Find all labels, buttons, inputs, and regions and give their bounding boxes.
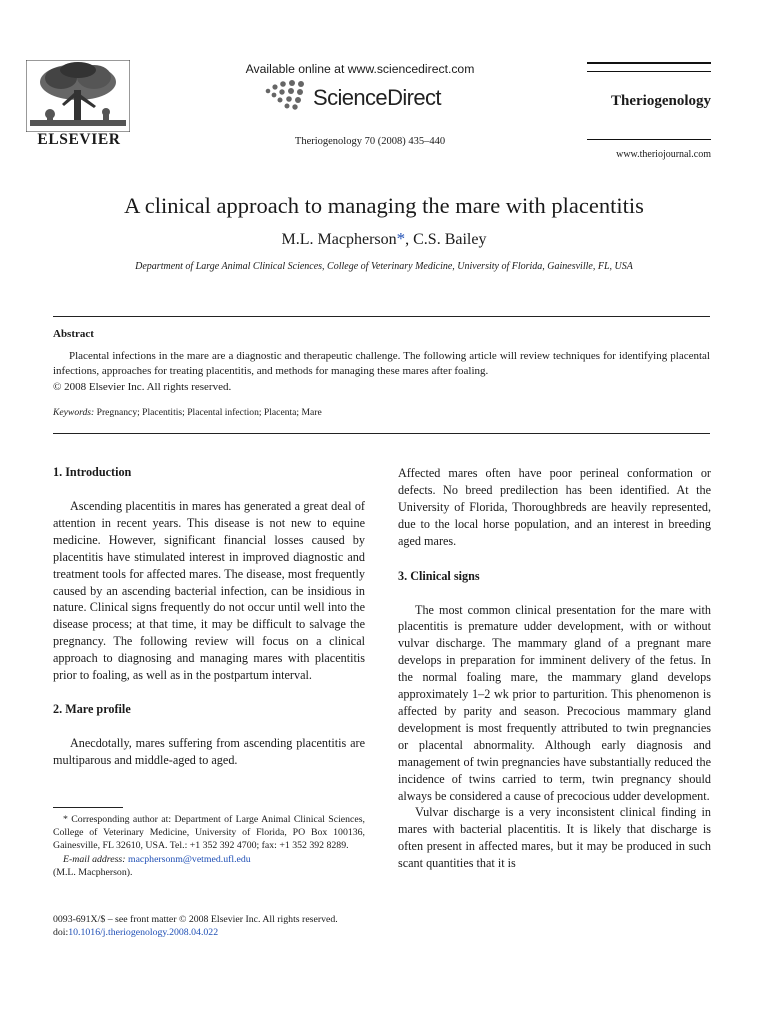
author-macpherson: M.L. Macpherson bbox=[281, 231, 397, 248]
abstract-bottom-rule bbox=[53, 433, 710, 434]
header-rule-thick bbox=[587, 62, 711, 64]
issn-line: 0093-691X/$ – see front matter © 2008 Elsevier Inc. All rights reserved. bbox=[53, 914, 338, 925]
publisher-name: ELSEVIER bbox=[37, 131, 121, 148]
clinical-signs-paragraph-2: Vulvar discharge is a very inconsistent clinical finding in mares with bacterial placentitis. It is likely that discharge is often present in affected mares, but it may be produced in such scant quantities that it is bbox=[398, 805, 711, 871]
journal-name: Theriogenology bbox=[611, 93, 711, 109]
author-separator: , bbox=[405, 231, 414, 248]
doi-line bbox=[53, 926, 453, 939]
front-matter bbox=[53, 913, 453, 939]
doi-link[interactable]: 10.1016/j.theriogenology.2008.04.022 bbox=[68, 927, 219, 939]
mare-profile-paragraph: Anecdotally, mares suffering from ascending placentitis are multiparous and middle-aged to aged. bbox=[53, 735, 365, 767]
keywords-line bbox=[53, 407, 322, 418]
corresponding-author-mark[interactable]: * bbox=[396, 229, 406, 248]
abstract-heading: Abstract bbox=[53, 328, 94, 340]
clinical-signs-heading: 3. Clinical signs bbox=[398, 568, 480, 583]
introduction-paragraph: Ascending placentitis in mares has generated a great deal of attention in recent years. This disease is not new to equine medicine. However, significant financial losses caused by placentitis have stimulated interest in improved diagnostic and treatment tools for affected mares. The disease, most frequently caused by an ascending bacterial infection, can be insidious in nature. Clinical signs frequently do not occur until well into the disease process; at that time, it may be difficult to salvage the pregnancy. The following review will focus on a clinical approach to diagnosing and managing mares with placentitis prior to foaling, as well as in the postpartum interval. bbox=[53, 499, 365, 683]
mare-profile-continued: Affected mares often have poor perineal conformation or defects. No breed predilection has been identified. At the University of Florida, Thoroughbreds are heavily represented, due to the local horse population, and an interest in breeding aged mares. bbox=[398, 466, 711, 548]
author-affiliation: Department of Large Animal Clinical Sciences, College of Veterinary Medicine, University of Florida, Gainesville, FL, USA bbox=[135, 261, 633, 272]
mare-profile-heading: 2. Mare profile bbox=[53, 701, 131, 716]
right-column bbox=[398, 465, 711, 872]
abstract-text: Placental infections in the mare are a diagnostic and therapeutic challenge. The following article will review techniques for identifying placental infections, approaches for treating placentitis, and methods for managing these mares after foaling. bbox=[53, 350, 710, 377]
footnote bbox=[53, 813, 365, 879]
journal-website-link[interactable]: www.theriojournal.com bbox=[616, 149, 711, 160]
article-title: A clinical approach to managing the mare with placentitis bbox=[124, 193, 644, 218]
author-bailey: C.S. Bailey bbox=[413, 231, 487, 248]
sciencedirect-wordmark: ScienceDirect bbox=[313, 85, 441, 110]
abstract-top-rule bbox=[53, 316, 710, 317]
keywords-list: Pregnancy; Placentitis; Placental infection; Placenta; Mare bbox=[94, 407, 322, 418]
author-list bbox=[40, 229, 728, 249]
introduction-heading: 1. Introduction bbox=[53, 465, 132, 479]
available-online-text: Available online at www.sciencedirect.com bbox=[245, 62, 475, 76]
email-link[interactable]: macphersonm@vetmed.ufl.edu bbox=[127, 853, 251, 865]
abstract-copyright: © 2008 Elsevier Inc. All rights reserved. bbox=[53, 381, 232, 393]
header-rule-thin bbox=[587, 71, 711, 72]
footnote-rule bbox=[53, 807, 123, 808]
email-owner: (M.L. Macpherson). bbox=[53, 866, 133, 878]
doi-prefix: doi: bbox=[53, 927, 69, 939]
header-rule-bottom bbox=[587, 139, 711, 140]
corresponding-author-note: * Corresponding author at: Department of Large Animal Clinical Sciences, College of Veterinary Medicine, University of Florida, PO Box 100136, Gainesville, FL 32610, USA. Tel.: +1 352 392 4700; fax: +1 352 392 8289. bbox=[53, 814, 365, 852]
clinical-signs-paragraph-1: The most common clinical presentation for the mare with placentitis is premature udder development, with or without vulvar discharge. The mammary gland of a pregnant mare develops in preparation for imminent delivery of the fetus. In the normal foaling mare, the mammary gland develops approximately 1–2 wk prior to parturition. This phenomenon is affected by parity and season. Precocious mammary gland development is most frequently attributed to twin pregnancies or placental abnormality. Although early diagnosis and management of twin pregnancies have substantially reduced the incidence of twins carried to term, twin pregnancy should always be considered a cause of precocious udder development. bbox=[398, 602, 711, 803]
left-column bbox=[53, 465, 365, 769]
email-line bbox=[53, 853, 365, 866]
sciencedirect-dots-icon bbox=[262, 80, 310, 110]
keywords-label: Keywords: bbox=[53, 407, 95, 418]
journal-citation: Theriogenology 70 (2008) 435–440 bbox=[294, 136, 446, 147]
email-label: E-mail address: bbox=[63, 853, 126, 865]
